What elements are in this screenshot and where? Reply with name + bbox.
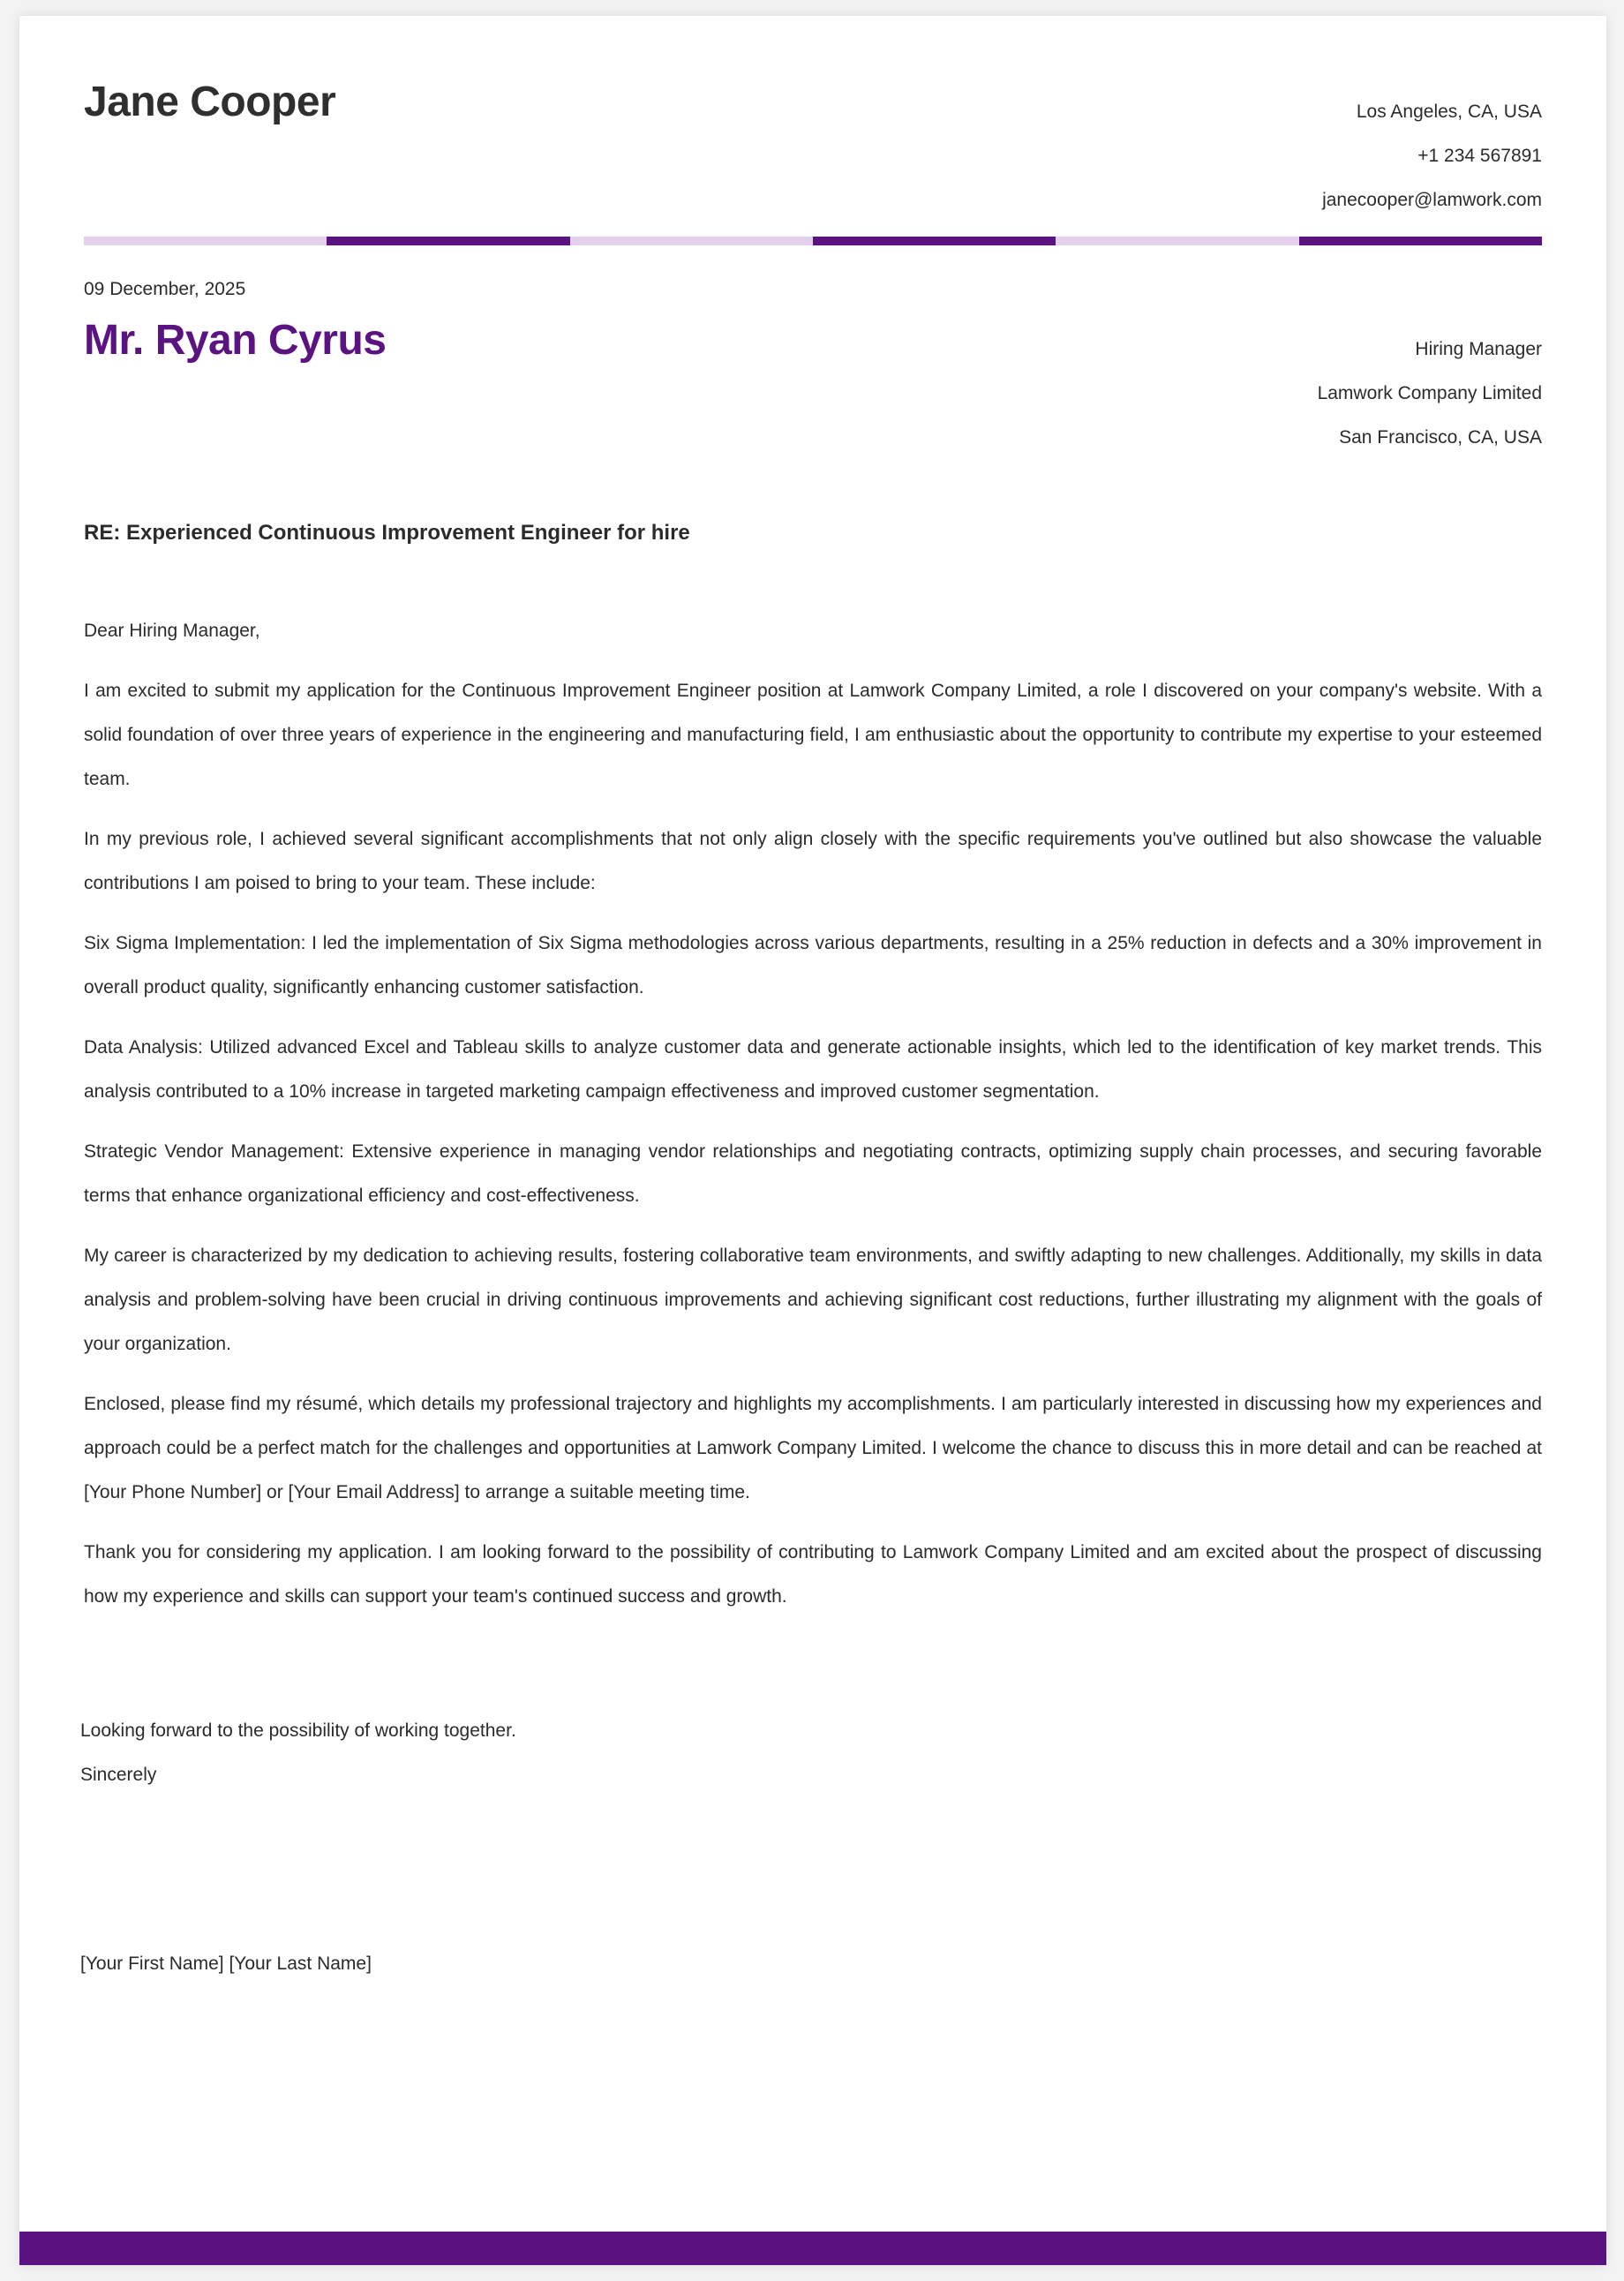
divider-segment	[1056, 237, 1298, 245]
letter-date: 09 December, 2025	[84, 279, 246, 299]
body-paragraph: My career is characterized by my dedication to achieving results, fostering collaborative team environments, and swiftly adapting to new challenges. Additionally, my skills in data analysis and problem-solving have been crucial in driving continuous improvements and achieving significant cost reductions, further illustrating my alignment with the goals of your organization.	[84, 1246, 1542, 1354]
recipient-details	[1318, 327, 1542, 460]
signature-name: [Your First Name] [Your Last Name]	[80, 1954, 372, 1974]
sender-email: janecooper@lamwork.com	[1322, 190, 1542, 210]
sender-phone: +1 234 567891	[1417, 146, 1542, 166]
body-paragraph: Enclosed, please find my résumé, which details my professional trajectory and highlights my accomplishments. I am particularly interested in discussing how my experiences and approach could be a perfect match for the challenges and opportunities at Lamwork Company Limited. I welcome the chance to discuss this in more detail and can be reached at [Your Phone Number] or [Your Email Address] to arrange a suitable meeting time.	[84, 1394, 1542, 1502]
letter-page	[19, 16, 1606, 2265]
divider-segment	[570, 237, 813, 245]
recipient-company: Lamwork Company Limited	[1317, 383, 1542, 403]
divider-segment	[327, 237, 569, 245]
divider-segment	[1299, 237, 1542, 245]
body-paragraph: I am excited to submit my application for the Continuous Improvement Engineer position at Lamwork Company Limited, a role I discovered on your company's website. With a solid foundation of over three years of experience in the engineering and manufacturing field, I am enthusiastic about the opportunity to contribute my expertise to your esteemed team.	[84, 681, 1542, 789]
body-paragraph: Data Analysis: Utilized advanced Excel and Tableau skills to analyze customer data and generate actionable insights, which led to the identification of key market trends. This analysis contributed to a 10% increase in targeted marketing campaign effectiveness and improved customer segmentation.	[84, 1037, 1542, 1102]
sender-location: Los Angeles, CA, USA	[1356, 102, 1542, 122]
sender-name: Jane Cooper	[84, 79, 336, 125]
body-paragraph: Six Sigma Implementation: I led the implementation of Six Sigma methodologies across various departments, resulting in a 25% reduction in defects and a 30% improvement in overall product quality, significantly enhancing customer satisfaction.	[84, 933, 1542, 997]
divider-segment	[84, 237, 327, 245]
greeting: Dear Hiring Manager,	[84, 621, 260, 641]
footer-accent-bar	[19, 2232, 1606, 2265]
valediction: Sincerely	[80, 1765, 157, 1785]
header-divider-stripe	[84, 237, 1542, 245]
recipient-name: Mr. Ryan Cyrus	[84, 317, 387, 364]
recipient-title: Hiring Manager	[1415, 339, 1542, 359]
body-paragraph: Strategic Vendor Management: Extensive experience in managing vendor relationships and negotiating contracts, optimizing supply chain processes, and securing favorable terms that enhance organizational efficiency and cost-effectiveness.	[84, 1141, 1542, 1206]
sender-contact-block	[1322, 90, 1542, 222]
letter-body	[84, 609, 1542, 1635]
body-paragraph: Thank you for considering my application. I am looking forward to the possibility of contributing to Lamwork Company Limited and am excited about the prospect of discussing how my experience and skills can support your team's continued success and growth.	[84, 1542, 1542, 1607]
closing-line: Looking forward to the possibility of working together.	[80, 1720, 516, 1741]
closing-block	[80, 1709, 516, 1797]
divider-segment	[813, 237, 1056, 245]
letter-subject: RE: Experienced Continuous Improvement Engineer for hire	[84, 521, 690, 545]
body-paragraph: In my previous role, I achieved several significant accomplishments that not only align closely with the specific requirements you've outlined but also showcase the valuable contributions I am poised to bring to your team. These include:	[84, 829, 1542, 893]
recipient-location: San Francisco, CA, USA	[1339, 427, 1542, 448]
